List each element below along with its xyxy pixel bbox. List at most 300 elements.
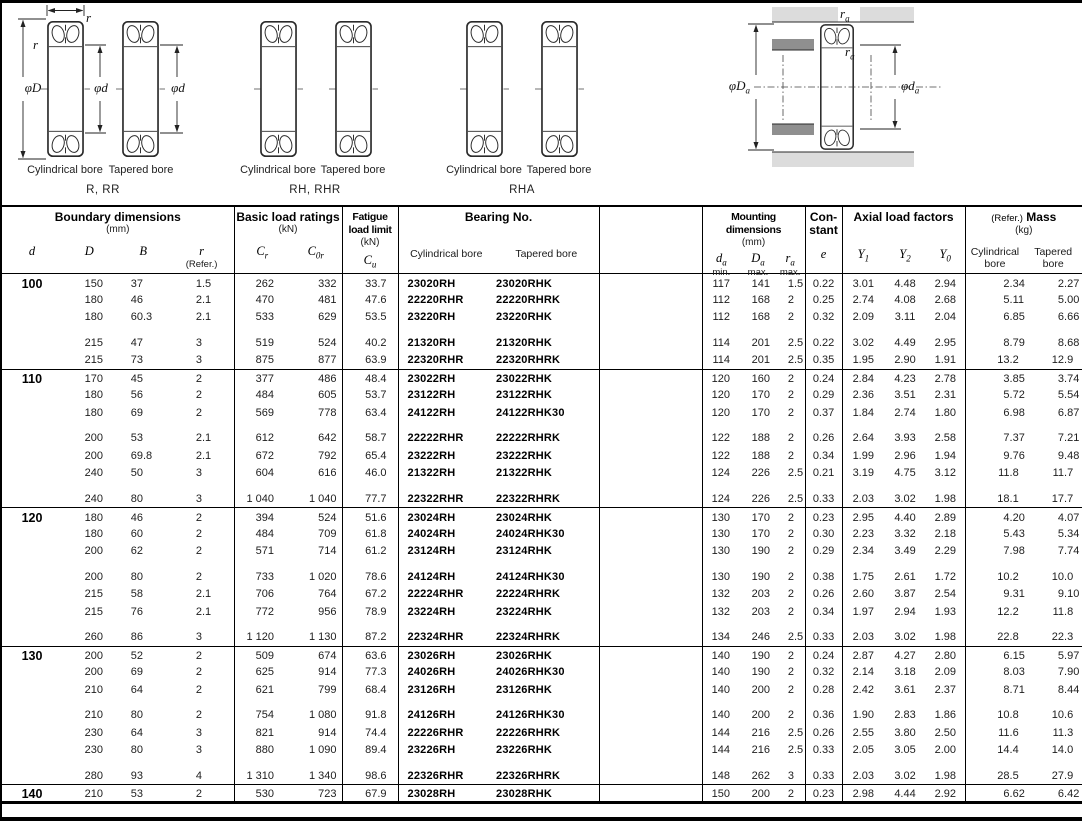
cell-Cr [234, 422, 290, 430]
cell-B: 69 .8 [130, 449, 153, 462]
cell-e [805, 326, 842, 334]
cell-Y2 [884, 560, 926, 568]
cell-mc [965, 621, 1024, 629]
cell-mt [1024, 326, 1082, 334]
cell-C0r [290, 759, 342, 767]
cell-mc: 8 .03 [1003, 666, 1025, 679]
cell-blank [599, 707, 702, 725]
cell-blank [599, 646, 702, 664]
cell-Cr: 604 [255, 467, 274, 480]
cell-Y0: 2.04 [926, 309, 965, 327]
cell-mc: 13 .2 [997, 354, 1019, 366]
cell-e: 0.33 [805, 490, 842, 508]
cell-d [2, 447, 62, 465]
cell-mt: 2 .27 [1057, 277, 1080, 290]
cell-r [170, 759, 234, 767]
cell-e: 0.33 [805, 742, 842, 760]
spacer-row [2, 621, 1082, 629]
cell-Y2: 3.02 [894, 769, 916, 782]
cell-ra: 2 [776, 369, 805, 387]
cell-cyl: 23122RH [407, 389, 456, 402]
cell-d [2, 482, 62, 490]
cell-Da: 203 [751, 605, 770, 618]
cell-C0r: 629 [290, 309, 342, 327]
cell-cyl: 22324RHR [407, 631, 464, 643]
cell-Y2: 3.11 [894, 311, 916, 324]
cell-Y0: 1.98 [926, 490, 965, 508]
cell-d [2, 560, 62, 568]
cell-Cr [234, 560, 290, 568]
cell-e: 0.21 [805, 465, 842, 483]
cell-blank [599, 742, 702, 760]
cell-tap: 21322RHK [494, 465, 599, 483]
cell-cyl: 23224RH [407, 605, 456, 618]
cell-B [117, 326, 170, 334]
cell-Da: 168 [751, 311, 770, 324]
cell-D: 200 [84, 432, 103, 445]
cell-e: 0.34 [805, 447, 842, 465]
cell-e [805, 482, 842, 490]
cell-da: 114 [712, 336, 730, 349]
cell-r: 2 .1 [170, 586, 234, 604]
cell-Y1 [842, 759, 884, 767]
cell-Cr [234, 759, 290, 767]
cell-d [2, 309, 62, 327]
cell-e: 0.30 [805, 525, 842, 543]
cell-e: 0.32 [805, 309, 842, 327]
bore-label: Tapered bore [526, 164, 592, 176]
cell-e: 0.29 [805, 387, 842, 405]
cell-Cu: 46.0 [342, 465, 398, 483]
header-blank-column [599, 206, 702, 274]
cell-Y2: 3.61 [894, 683, 916, 696]
cell-mc: 8 .71 [1003, 683, 1025, 696]
cell-Y2: 4.08 [894, 293, 916, 306]
cell-cyl: 23026RH [398, 646, 494, 664]
cell-mc: 6 .62 [965, 785, 1024, 803]
cell-Y1: 2.36 [852, 389, 874, 402]
cell-Da: 216 [751, 744, 770, 757]
cell-ra [776, 621, 805, 629]
cell-D: 240 [84, 492, 103, 505]
cell-ra [776, 482, 805, 490]
cell-Y0: 2.92 [926, 785, 965, 803]
cell-Cu [342, 422, 398, 430]
cell-da: 120 [702, 369, 740, 387]
cell-B: 46 [130, 293, 143, 306]
cell-tap [494, 621, 599, 629]
cell-C0r [290, 699, 342, 707]
cell-e: 0.34 [805, 603, 842, 621]
cell-Y2: 4.75 [894, 467, 916, 480]
cell-Y1 [842, 482, 884, 490]
cell-mt: 6 .42 [1024, 785, 1082, 803]
header-fatigue-load-limit: Fatigue load limit (kN) $C_u$ [342, 206, 398, 274]
cell-Cu: 33.7 [342, 274, 398, 292]
cell-tap [494, 759, 599, 767]
cell-Da: 188 [751, 432, 770, 445]
cell-B: 80 [130, 744, 143, 757]
cell-Da [740, 422, 776, 430]
table-row [2, 767, 1082, 785]
cell-D: 215 [84, 336, 103, 349]
cell-mc: 7 .37 [1003, 432, 1025, 445]
cell-r [170, 621, 234, 629]
cell-da: 134 [711, 631, 730, 643]
cell-D: 210 [84, 683, 103, 696]
cell-e: 0.26 [805, 724, 842, 742]
cell-da: 148 [711, 769, 730, 782]
cell-ra: 2 [776, 543, 805, 561]
cell-blank [599, 490, 702, 508]
cell-tap: 21320RHK [494, 334, 599, 352]
cell-Da: 190 [751, 666, 770, 679]
cell-cyl: 23222RH [407, 449, 456, 462]
cell-mc: 10 .2 [997, 570, 1019, 583]
cell-Y0: 1.98 [926, 629, 965, 647]
cell-C0r: 616 [290, 465, 342, 483]
cell-C0r: 764 [290, 586, 342, 604]
cell-B: 47 [130, 336, 143, 349]
cell-tap [494, 482, 599, 490]
cell-e: 0.33 [805, 767, 842, 785]
cell-B [117, 422, 170, 430]
cell-blank [599, 621, 702, 629]
series-label-rh-rhr: RH, RHR [289, 184, 341, 196]
cell-da: 117 [712, 277, 730, 290]
cell-Cr: 706 [255, 588, 274, 601]
cell-mc: 5 .72 [1003, 389, 1025, 402]
cell-ra: 2 [776, 568, 805, 586]
cell-Y0 [926, 759, 965, 767]
cell-d [2, 568, 62, 586]
cell-B [117, 621, 170, 629]
cell-Y2: 3.18 [894, 666, 916, 679]
cell-mt [1024, 699, 1082, 707]
cell-ra: 2 [776, 681, 805, 699]
cell-tap: 23024RHK [494, 508, 599, 526]
cell-d [2, 767, 62, 785]
cell-Da [740, 482, 776, 490]
cell-r: 2 [170, 568, 234, 586]
cell-mc: 18 .1 [997, 492, 1019, 505]
bearing-table [2, 205, 1082, 804]
cell-B: 80 [130, 492, 143, 505]
cell-Y1: 2.95 [842, 508, 884, 526]
cell-B: 60 [130, 527, 143, 540]
cell-Y1 [842, 621, 884, 629]
cell-Cu: 78.6 [342, 568, 398, 586]
cell-ra: 2 [776, 664, 805, 682]
cell-mc: 5 .11 [1003, 293, 1025, 306]
cell-Cr: 533 [255, 311, 274, 324]
cell-Cr: 821 [255, 726, 274, 739]
cell-Y2: 4.40 [884, 508, 926, 526]
cell-tap: 22326RHRK [494, 767, 599, 785]
cell-tap: 24126RHK30 [494, 707, 599, 725]
cell-D: 260 [84, 631, 103, 643]
cell-Y1: 2.98 [842, 785, 884, 803]
table-row [2, 352, 1082, 370]
cell-tap: 22226RHRK [494, 724, 599, 742]
cell-r: 2 .1 [170, 603, 234, 621]
cell-da: 140 [711, 683, 730, 696]
cell-blank [599, 785, 702, 803]
cell-ra: 2 [776, 603, 805, 621]
cell-mc: 28 .5 [997, 769, 1019, 782]
cell-tap: 23028RHK [494, 785, 599, 803]
cell-Y0: 1.94 [926, 447, 965, 465]
cell-Cr: 569 [255, 406, 274, 419]
cell-cyl: 23020RH [407, 277, 456, 290]
cell-B: 60 .3 [130, 311, 153, 324]
cell-Y1 [842, 699, 884, 707]
cell-da: 112 [712, 293, 730, 306]
table-row [2, 629, 1082, 647]
cell-Y2: 4.27 [884, 646, 926, 664]
cell-ra: 1 .5 [776, 274, 805, 292]
cell-Da: 168 [751, 293, 770, 306]
cell-ra: 2 .5 [776, 352, 805, 370]
cell-r: 2 .1 [170, 430, 234, 448]
cell-Cu: 53.5 [342, 309, 398, 327]
cell-D: 215 [84, 605, 103, 618]
cell-Cr [234, 326, 290, 334]
cell-Cu: 77.7 [342, 490, 398, 508]
cell-Y0: 1.91 [926, 352, 965, 370]
cell-Y2: 2.83 [894, 709, 916, 722]
cell-blank [599, 387, 702, 405]
cell-tap: 24026RHK30 [494, 664, 599, 682]
cell-mc: 6 .98 [1003, 406, 1025, 419]
cell-Cr: 394 [234, 508, 290, 526]
cell-d [2, 465, 62, 483]
cell-tap: 23222RHK [494, 447, 599, 465]
cell-e: 0.25 [805, 291, 842, 309]
cell-mt: 6 .66 [1057, 311, 1080, 324]
cell-Y2: 4.48 [894, 277, 916, 290]
cell-C0r: 1 130 [290, 629, 342, 647]
cell-Y1: 2.84 [842, 369, 884, 387]
cell-Cu: 77.3 [342, 664, 398, 682]
cell-tap [494, 699, 599, 707]
cell-Y1: 2.03 [852, 492, 874, 505]
cell-Cr: 875 [255, 354, 274, 366]
cell-Cr: 519 [255, 336, 274, 349]
cell-ra: 2 [776, 404, 805, 422]
cell-cyl: 22322RHR [407, 492, 464, 505]
cell-mc [965, 326, 1024, 334]
cell-Da: 160 [740, 369, 776, 387]
cell-mc: 8 .79 [1003, 336, 1025, 349]
cell-Y0: 2.78 [926, 369, 965, 387]
cell-Y0 [926, 699, 965, 707]
spacer-row [2, 759, 1082, 767]
cell-Cr: 571 [255, 545, 274, 558]
table-row [2, 646, 1082, 664]
cell-Cr [234, 699, 290, 707]
cell-D: 180 [62, 508, 117, 526]
cell-B: 93 [130, 769, 143, 782]
cell-D [62, 621, 117, 629]
cell-r: 2 [170, 369, 234, 387]
cell-da: 124 [711, 467, 730, 480]
cell-Da: 190 [751, 570, 770, 583]
cell-tap: 23020RHK [494, 274, 599, 292]
cell-cyl: 22326RHR [407, 769, 464, 782]
cell-Da: 216 [751, 726, 770, 739]
cell-ra [776, 422, 805, 430]
cell-Da: 170 [751, 406, 770, 419]
cell-Da [740, 699, 776, 707]
cell-Cr: 625 [255, 666, 274, 679]
cell-mt: 14 .0 [1051, 744, 1074, 757]
cell-r [170, 422, 234, 430]
cell-mt: 17 .7 [1051, 492, 1074, 505]
cell-ra: 2 .5 [776, 490, 805, 508]
cell-C0r: 723 [290, 785, 342, 803]
cell-d [2, 681, 62, 699]
cell-Y2: 2.61 [894, 570, 916, 583]
cell-d [2, 629, 62, 647]
cell-da [702, 326, 740, 334]
cell-Y0: 2.00 [926, 742, 965, 760]
cell-blank [599, 274, 702, 292]
cell-mc: 2 .34 [1003, 277, 1025, 290]
cell-Y1 [842, 422, 884, 430]
cell-da [702, 560, 740, 568]
cell-e: 0.26 [805, 430, 842, 448]
cell-Da: 246 [751, 631, 770, 643]
cell-mt: 11 .3 [1052, 726, 1074, 739]
cell-blank [599, 699, 702, 707]
cell-Y1: 2.42 [852, 683, 874, 696]
cell-Da: 201 [751, 354, 770, 366]
cell-da: 120 [711, 389, 730, 402]
phiDa-dim-label: $\varphi D_a$ [728, 78, 750, 96]
cell-Cr: 1 310 [246, 769, 274, 782]
cell-cyl: 24122RH [407, 406, 456, 419]
cell-C0r: 1 080 [290, 707, 342, 725]
cell-Y2: 3.02 [894, 631, 916, 643]
cell-Y2: 4.23 [884, 369, 926, 387]
cell-r: 2 [170, 785, 234, 803]
cell-mt: 7 .90 [1057, 666, 1080, 679]
cell-B [117, 482, 170, 490]
cell-tap: 22224RHRK [494, 586, 599, 604]
cell-Cu [342, 326, 398, 334]
header-constant: Con- stant e [805, 206, 842, 274]
cell-B: 69 [130, 666, 143, 679]
cell-C0r: 1 090 [290, 742, 342, 760]
table-row [2, 490, 1082, 508]
cell-tap: 22324RHRK [494, 629, 599, 647]
cell-Y0 [926, 621, 965, 629]
cell-Cr: 1 120 [246, 631, 274, 643]
cell-tap [494, 326, 599, 334]
cell-D [62, 560, 117, 568]
cell-Y0 [926, 560, 965, 568]
cell-cyl [398, 699, 494, 707]
cell-e: 0.24 [805, 369, 842, 387]
table-row [2, 508, 1082, 526]
cell-cyl [398, 621, 494, 629]
cell-D: 215 [84, 354, 103, 366]
cell-B: 64 [130, 683, 143, 696]
cell-Y0: 2.37 [926, 681, 965, 699]
cell-Y0: 2.94 [926, 274, 965, 292]
cell-D: 230 [84, 744, 103, 757]
cell-blank [599, 759, 702, 767]
cell-C0r: 481 [290, 291, 342, 309]
cell-B: 86 [130, 631, 143, 643]
cell-d [2, 707, 62, 725]
cell-B: 46 [117, 508, 170, 526]
cell-e [805, 699, 842, 707]
cell-ra: 2 [776, 525, 805, 543]
cell-Y0: 2.80 [926, 646, 965, 664]
cell-mt: 6 .87 [1057, 406, 1080, 419]
cell-Y0 [926, 422, 965, 430]
cell-cyl [398, 422, 494, 430]
table-row [2, 543, 1082, 561]
cell-Y0 [926, 482, 965, 490]
cell-tap [494, 560, 599, 568]
cell-e [805, 422, 842, 430]
cell-blank [599, 508, 702, 526]
cell-ra: 2 [776, 447, 805, 465]
cell-e: 0.35 [805, 352, 842, 370]
cell-blank [599, 586, 702, 604]
cell-Y1: 2.23 [852, 527, 874, 540]
cell-blank [599, 603, 702, 621]
table-row [2, 404, 1082, 422]
cell-Da: 226 [751, 467, 770, 480]
cell-mc [965, 560, 1024, 568]
cell-ra [776, 759, 805, 767]
cell-Y1: 3.19 [852, 467, 874, 480]
table-row [2, 334, 1082, 352]
cell-d [2, 664, 62, 682]
cell-da: 130 [711, 545, 730, 558]
cell-Da: 203 [751, 588, 770, 601]
cell-mt: 5 .54 [1057, 389, 1080, 402]
r-dim-label-left: r [33, 37, 39, 52]
cell-Da: 200 [751, 683, 770, 696]
bore-label: Tapered bore [320, 164, 386, 176]
cell-Cr: 880 [255, 744, 274, 757]
phid-dim-label-1: φd [94, 80, 108, 95]
cell-da: 114 [712, 354, 730, 366]
cell-Y2: 3.51 [894, 389, 916, 402]
cell-Y2: 3.49 [894, 545, 916, 558]
cell-Y1: 1.97 [852, 605, 874, 618]
cell-r: 3 [170, 352, 234, 370]
cell-cyl: 23226RH [407, 744, 456, 757]
cell-r: 3 [170, 724, 234, 742]
cell-B: 37 [130, 277, 143, 290]
cell-cyl: 21322RH [407, 467, 456, 480]
cell-d: 120 [2, 508, 62, 526]
cell-C0r: 956 [290, 603, 342, 621]
cell-C0r: 486 [290, 369, 342, 387]
cell-mc: 6 .15 [965, 646, 1024, 664]
cell-r: 2 [170, 664, 234, 682]
cell-tap: 23022RHK [494, 369, 599, 387]
cell-blank [599, 430, 702, 448]
cell-Cu [342, 482, 398, 490]
cell-D: 215 [84, 588, 103, 601]
